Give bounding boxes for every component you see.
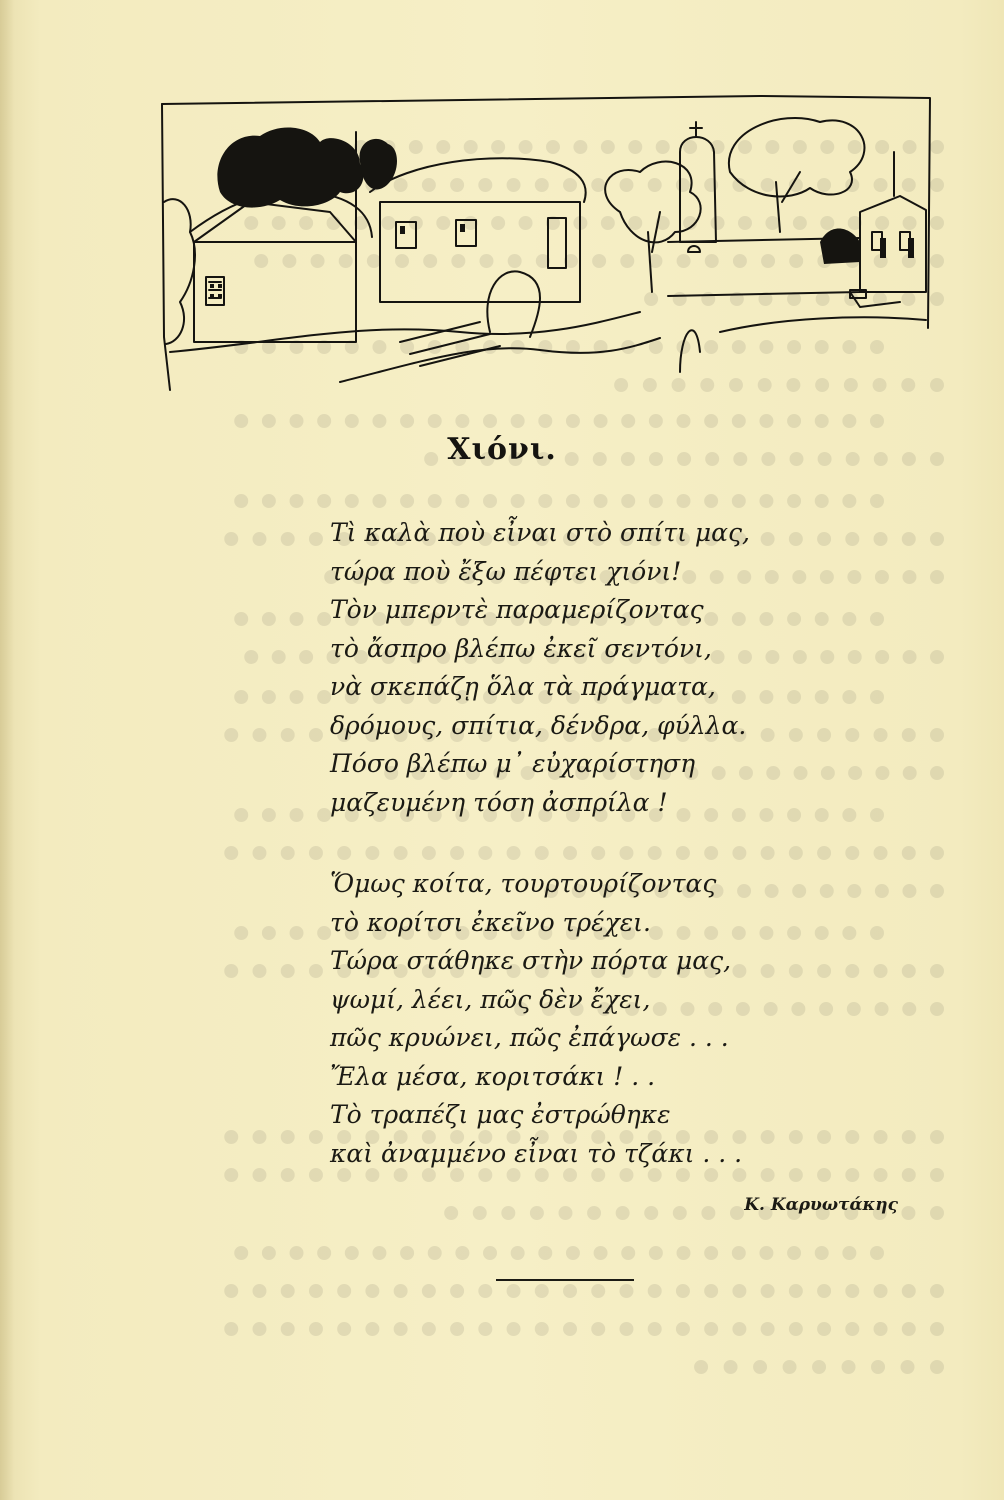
section-divider bbox=[496, 1279, 634, 1281]
poem-line: Τὸ τραπέζι μας ἐστρώθηκε bbox=[330, 1100, 671, 1129]
binding-shadow bbox=[0, 0, 14, 1500]
poem-line: πῶς κρυώνει, πῶς ἐπάγωσε . . . bbox=[330, 1023, 729, 1052]
poem-line: ψωμί, λέει, πῶς δὲν ἔχει, bbox=[330, 984, 651, 1014]
poem-line: Πόσο βλέπω μ᾽ εὐχαρίστηση bbox=[330, 749, 696, 778]
poem-line: Τὶ καλὰ ποὺ εἶναι στὸ σπίτι μας, bbox=[330, 518, 750, 547]
village-illustration bbox=[160, 92, 934, 392]
poem-line: τώρα ποὺ ἔξω πέφτει χιόνι! bbox=[330, 556, 682, 586]
poem-stanza-1 bbox=[330, 514, 890, 822]
poem-line: Τώρα στάθηκε στὴν πόρτα μας, bbox=[330, 946, 732, 975]
poem-line: Τὸν μπερντὲ παραμερίζοντας bbox=[330, 595, 704, 624]
poem-author: Κ. Καρυωτάκης bbox=[744, 1195, 898, 1215]
poem-line: Ἔλα μέσα, κοριτσάκι ! . . bbox=[330, 1061, 656, 1091]
poem-line: δρόμους, σπίτια, δένδρα, φύλλα. bbox=[330, 710, 747, 740]
poem-stanza-2 bbox=[330, 865, 890, 1173]
poem-line: τὸ ἄσπρο βλέπω ἐκεῖ σεντόνι, bbox=[330, 633, 712, 663]
poem-line: καὶ ἀναμμένο εἶναι τὸ τζάκι . . . bbox=[330, 1138, 743, 1168]
poem-line: νὰ σκεπάζῃ ὅλα τὰ πράγματα, bbox=[330, 672, 716, 701]
poem-line: Ὅμως κοίτα, τουρτουρίζοντας bbox=[330, 869, 717, 898]
poem-title: Χιόνι. bbox=[447, 432, 557, 467]
poem-line: μαζευμένη τόση ἀσπρίλα ! bbox=[330, 787, 668, 817]
poem-line: τὸ κορίτσι ἐκεῖνο τρέχει. bbox=[330, 907, 651, 937]
